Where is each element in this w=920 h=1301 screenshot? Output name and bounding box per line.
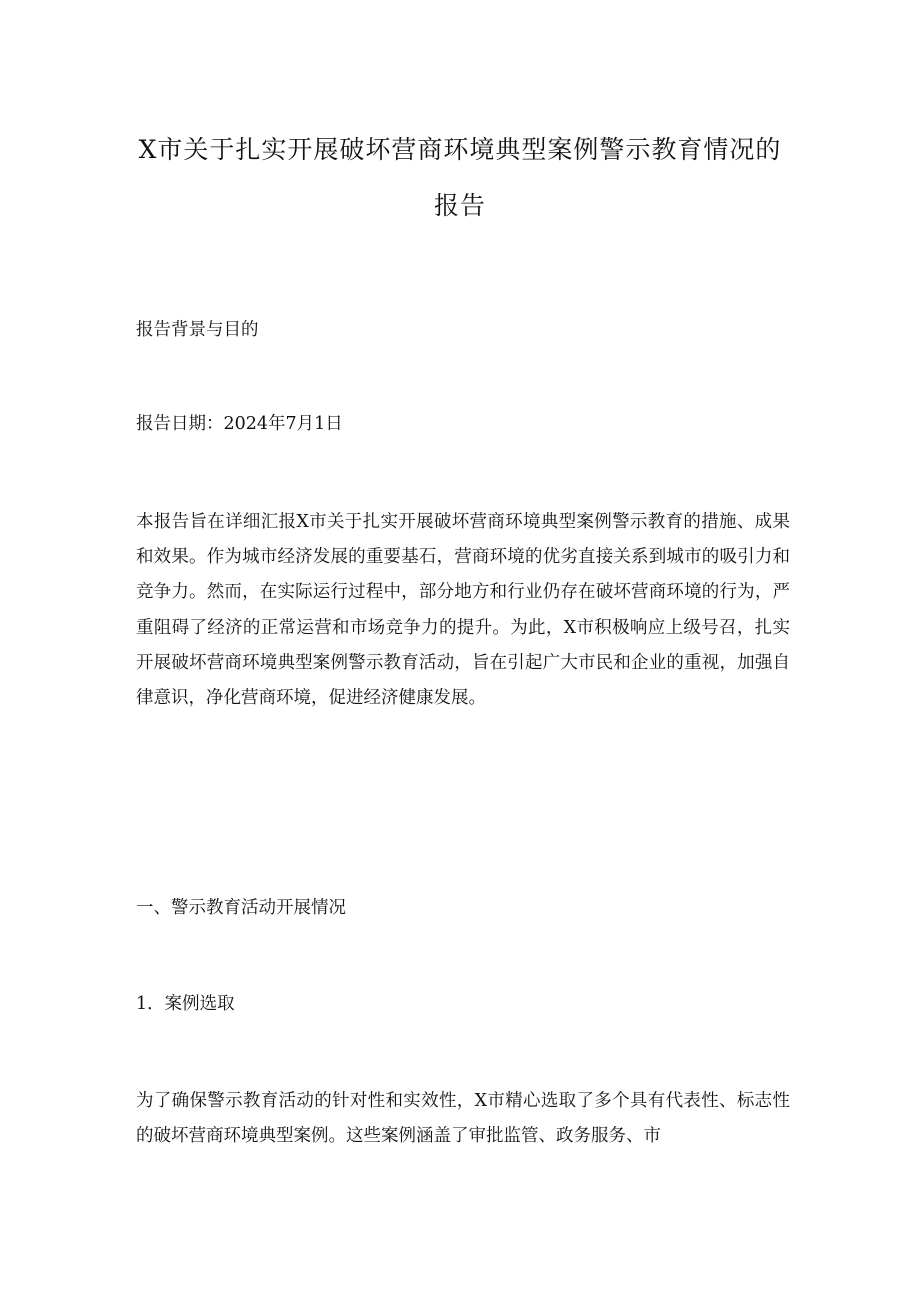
section-heading-1: 一、警示教育活动开展情况 [136, 898, 346, 918]
intro-paragraph: 本报告旨在详细汇报X市关于扎实开展破坏营商环境典型案例警示教育的措施、成果和效果。作为城市经济发展的重要基石，营商环境的优劣直接关系到城市的吸引力和竞争力。然而，在实际运行过程中，部分地方和行业仍存在破坏营商环境的行为，严重阻碍了经济的正常运营和市场竞争力的提升。为此，X市积极响应上级号召，扎实开展破坏营商环境典型案例警示教育活动，旨在引起广大市民和企业的重视，加强自律意识，净化营商环境，促进经济健康发展。 [136, 512, 790, 709]
section-heading-background: 报告背景与目的 [136, 320, 259, 340]
case-selection-paragraph: 为了确保警示教育活动的针对性和实效性，X市精心选取了多个具有代表性、标志性的破坏营商环境典型案例。这些案例涵盖了审批监管、政务服务、市 [136, 1091, 790, 1147]
document-title: X市关于扎实开展破坏营商环境典型案例警示教育情况的报告 [138, 135, 782, 220]
subheading-case-selection: 1．案例选取 [136, 994, 235, 1014]
report-date: 报告日期：2024年7月1日 [136, 414, 343, 434]
